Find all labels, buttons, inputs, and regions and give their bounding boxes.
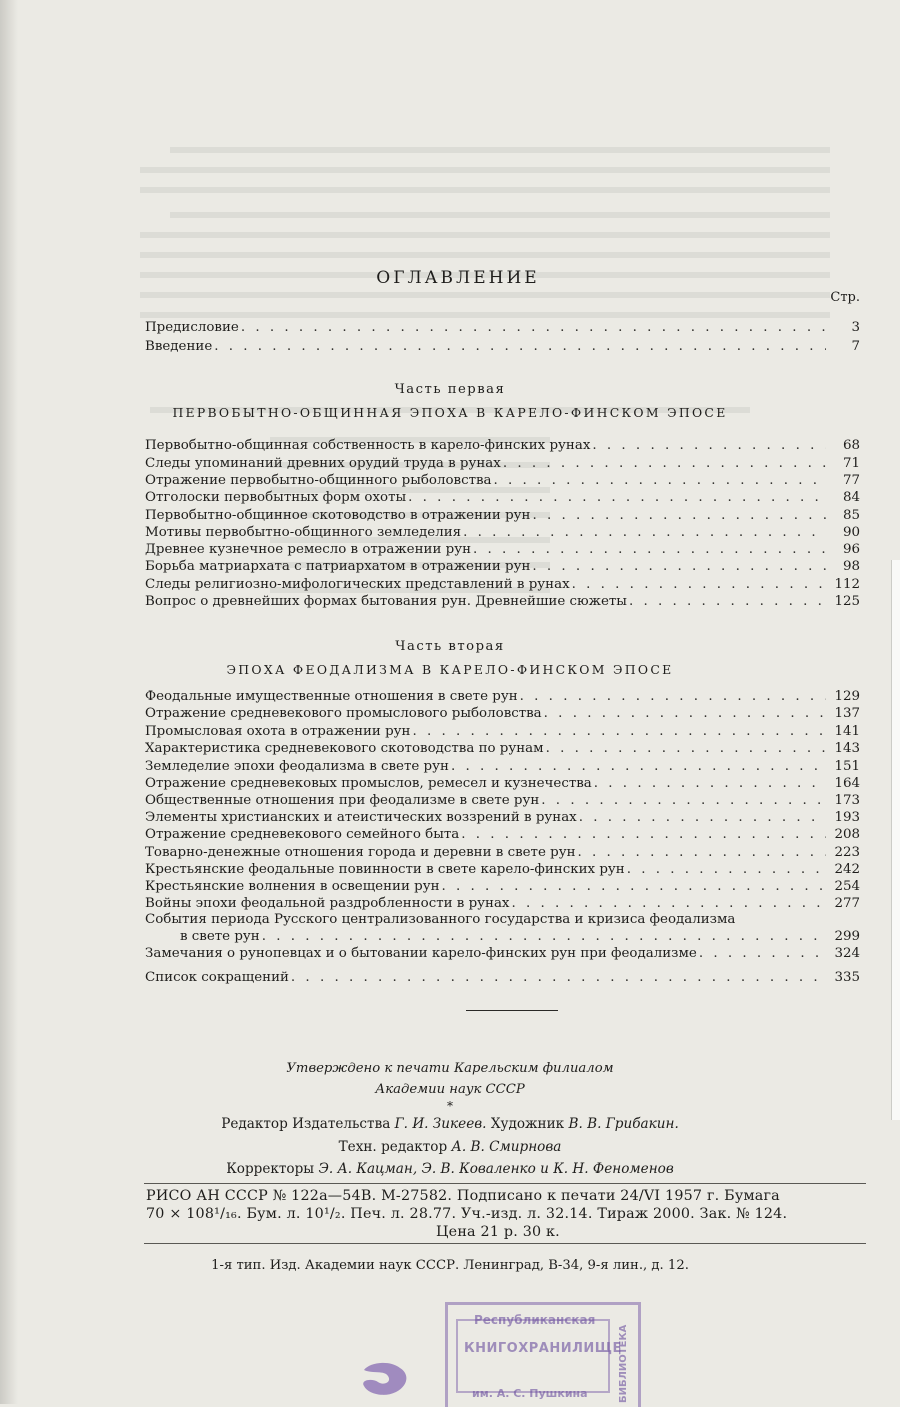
toc-entry-page: 242 xyxy=(834,862,860,877)
leader-dots xyxy=(542,706,826,721)
leader-dots xyxy=(627,594,826,609)
leader-dots xyxy=(509,896,826,911)
leader-dots xyxy=(518,689,826,704)
stamp-side-text: БИБЛИОТЕКА xyxy=(618,1324,629,1403)
toc-entry-title: Войны эпохи феодальной раздробленности в рунах xyxy=(145,896,510,911)
toc-entry[interactable] xyxy=(145,741,860,758)
toc-entry-page: 151 xyxy=(834,759,860,774)
proofreaders-label: Корректоры xyxy=(226,1161,315,1177)
approval-line1: Утверждено к печати Карельским филиалом xyxy=(286,1061,614,1076)
toc-entry-title: Крестьянские феодальные повинности в свете карело-финских рун xyxy=(145,862,625,877)
toc-entry-page: 173 xyxy=(834,793,860,808)
editor-name: Г. И. Зикеев. xyxy=(394,1116,487,1132)
leader-dots xyxy=(492,473,826,488)
stamp-inner-frame xyxy=(456,1319,610,1393)
toc-entry-title: Товарно-денежные отношения города и деревни в свете рун xyxy=(145,845,576,860)
toc-entry[interactable] xyxy=(145,970,860,987)
toc-entry-page: 68 xyxy=(842,438,860,453)
part1-label: Часть первая xyxy=(394,382,506,397)
tech-editor-label: Техн. редактор xyxy=(338,1139,448,1155)
toc-entry-title: Отголоски первобытных форм охоты xyxy=(145,490,407,505)
colophon xyxy=(146,1187,866,1241)
leader-dots xyxy=(577,810,826,825)
proofreaders-names: Э. А. Кацман, Э. В. Коваленко и К. Н. Феноменов xyxy=(318,1161,674,1177)
toc-entry[interactable] xyxy=(145,793,860,810)
toc-entry[interactable] xyxy=(145,508,860,525)
toc-entry-title: Общественные отношения при феодализме в свете рун xyxy=(145,793,540,808)
toc-entry-title: Первобытно-общинное скотоводство в отражении рун xyxy=(145,508,531,523)
leader-dots xyxy=(570,577,826,592)
toc-entry[interactable] xyxy=(145,759,860,776)
toc-entry[interactable] xyxy=(145,559,860,576)
section-rule xyxy=(466,1010,558,1011)
toc-entry-title: Отражение средневекового семейного быта xyxy=(145,827,460,842)
leader-dots xyxy=(501,456,826,471)
imprint-star: * xyxy=(447,1099,453,1113)
toc-entry-page: 137 xyxy=(834,706,860,721)
colophon-line2: 70 × 108¹/₁₆. Бум. л. 10¹/₂. Печ. л. 28.77. Уч.-изд. л. 32.14. Тираж 2000. Зак. № 124. xyxy=(146,1206,788,1222)
leader-dots xyxy=(592,776,826,791)
proofreaders-line xyxy=(0,1161,900,1177)
part2-label: Часть вторая xyxy=(395,639,505,654)
toc-entry-title: Замечания о рунопевцах и о бытовании карело-финских рун при феодализме xyxy=(145,946,697,961)
toc-entry[interactable] xyxy=(145,339,860,356)
toc-entry[interactable] xyxy=(145,845,860,862)
toc-entry[interactable] xyxy=(145,827,860,844)
toc-entry[interactable] xyxy=(145,896,860,913)
toc-entry-page: 85 xyxy=(842,508,860,523)
toc-entry-title: Следы религиозно-мифологических представлений в рунах xyxy=(145,577,570,592)
toc-entry-page: 277 xyxy=(834,896,860,911)
toc-entry-title: Древнее кузнечное ремесло в отражении рун xyxy=(145,542,472,557)
toc-entry-page: 7 xyxy=(851,339,860,354)
toc-entry-page: 77 xyxy=(842,473,860,488)
toc-entry[interactable] xyxy=(145,456,860,473)
toc-entry[interactable] xyxy=(145,810,860,827)
toc-entry-page: 84 xyxy=(842,490,860,505)
toc-entry-title: События периода Русского централизованного государства и кризиса феодализма xyxy=(145,912,736,927)
toc-entry-title: Элементы христианских и атеистических воззрений в рунах xyxy=(145,810,577,825)
toc-entry-page: 143 xyxy=(834,741,860,756)
toc-entry[interactable] xyxy=(145,776,860,793)
toc-entry-page: 129 xyxy=(834,689,860,704)
artist-label: Художник xyxy=(490,1116,565,1132)
colophon-rule-top xyxy=(144,1183,866,1184)
toc-entry-page: 193 xyxy=(834,810,860,825)
toc-entry-title: Крестьянские волнения в освещении рун xyxy=(145,879,440,894)
toc-entry[interactable] xyxy=(145,594,860,611)
toc-entry-title: Отражение первобытно-общинного рыболовства xyxy=(145,473,492,488)
toc-entry-title: Земледелие эпохи феодализма в свете рун xyxy=(145,759,449,774)
leader-dots xyxy=(461,525,826,540)
stamp-line3: им. А. С. Пушкина xyxy=(472,1387,588,1400)
toc-entry[interactable] xyxy=(145,577,860,594)
toc-entry[interactable] xyxy=(145,438,860,455)
toc-entry-title: Характеристика средневекового скотоводства по рунам xyxy=(145,741,544,756)
printer-line: 1-я тип. Изд. Академии наук СССР. Ленинград, В-34, 9-я лин., д. 12. xyxy=(211,1258,689,1273)
leader-dots xyxy=(289,970,826,985)
toc-entry[interactable] xyxy=(145,946,860,963)
leader-dots xyxy=(625,862,826,877)
toc-entry-title: Следы упоминаний древних орудий труда в рунах xyxy=(145,456,501,471)
toc-entry[interactable] xyxy=(145,490,860,507)
toc-entry-page: 71 xyxy=(842,456,860,471)
toc-entry-page: 90 xyxy=(842,525,860,540)
tech-editor-name: А. В. Смирнова xyxy=(451,1139,562,1155)
toc-entry[interactable] xyxy=(145,542,860,559)
page-column-label: Стр. xyxy=(830,290,860,305)
toc-entry-long-line2[interactable] xyxy=(145,929,860,946)
leader-dots xyxy=(471,542,826,557)
toc-entry-page: 299 xyxy=(834,929,860,944)
toc-entry[interactable] xyxy=(145,525,860,542)
toc-entry-title: Промысловая охота в отражении рун xyxy=(145,724,411,739)
toc-entry[interactable] xyxy=(145,879,860,896)
toc-entry-title: Список сокращений xyxy=(145,970,289,985)
toc-entry-page: 3 xyxy=(851,320,860,335)
toc-entry-title: Феодальные имущественные отношения в свете рун xyxy=(145,689,518,704)
ink-blot xyxy=(356,1360,414,1398)
toc-entry-page: 96 xyxy=(842,542,860,557)
leader-dots xyxy=(410,724,826,739)
leader-dots xyxy=(260,929,826,944)
toc-entry-page: 324 xyxy=(834,946,860,961)
part2-title: ЭПОХА ФЕОДАЛИЗМА В КАРЕЛО-ФИНСКОМ ЭПОСЕ xyxy=(226,662,674,677)
stamp-line1: Республиканская xyxy=(474,1313,596,1327)
editor-label: Редактор Издательства xyxy=(221,1116,391,1132)
leader-dots xyxy=(576,845,827,860)
leader-dots xyxy=(530,559,826,574)
toc-entry-title: Отражение средневековых промыслов, ремесел и кузнечества xyxy=(145,776,592,791)
approval-line2: Академии наук СССР xyxy=(375,1082,525,1097)
toc-entry-page: 112 xyxy=(834,577,860,592)
toc-entry-page: 98 xyxy=(842,559,860,574)
toc-entry-title: Предисловие xyxy=(145,320,239,335)
leader-dots xyxy=(459,827,826,842)
leader-dots xyxy=(212,339,826,354)
colophon-rule-bottom xyxy=(144,1243,866,1244)
toc-entry-title: Введение xyxy=(145,339,213,354)
toc-entry-page: 223 xyxy=(834,845,860,860)
leader-dots xyxy=(449,759,826,774)
toc-entry-long-line1[interactable] xyxy=(145,912,860,929)
toc-entry-page: 254 xyxy=(834,879,860,894)
part1-title: ПЕРВОБЫТНО-ОБЩИННАЯ ЭПОХА В КАРЕЛО-ФИНСКОМ ЭПОСЕ xyxy=(172,405,728,420)
toc-entry[interactable] xyxy=(145,862,860,879)
tech-editor-line xyxy=(0,1139,900,1155)
leader-dots xyxy=(697,946,826,961)
toc-entry-page: 208 xyxy=(834,827,860,842)
leader-dots xyxy=(406,490,826,505)
contents-title: ОГЛАВЛЕНИЕ xyxy=(376,268,540,288)
toc-entry-title: Вопрос о древнейших формах бытования рун. Древнейшие сюжеты xyxy=(145,594,627,609)
leader-dots xyxy=(530,508,826,523)
leader-dots xyxy=(544,741,826,756)
library-stamp xyxy=(445,1302,641,1407)
toc-entry-page: 141 xyxy=(834,724,860,739)
colophon-line1: РИСО АН СССР № 122а—54В. М-27582. Подписано к печати 24/VI 1957 г. Бумага xyxy=(146,1188,780,1204)
toc-entry-title: Борьба матриархата с патриархатом в отражении рун xyxy=(145,559,531,574)
toc-entry-page: 125 xyxy=(834,594,860,609)
toc-entry-page: 164 xyxy=(834,776,860,791)
editor-line xyxy=(0,1116,900,1132)
toc-entry[interactable] xyxy=(145,724,860,741)
toc-entry-title: Первобытно-общинная собственность в карело-финских рунах xyxy=(145,438,591,453)
leader-dots xyxy=(539,793,826,808)
toc-entry-title-cont: в свете рун xyxy=(180,929,260,944)
toc-entry-page: 335 xyxy=(834,970,860,985)
toc-entry[interactable] xyxy=(145,473,860,490)
leader-dots xyxy=(590,438,826,453)
toc-entry[interactable] xyxy=(145,689,860,706)
toc-entry-title: Отражение средневекового промыслового рыболовства xyxy=(145,706,542,721)
artist-name: В. В. Грибакин. xyxy=(568,1116,679,1132)
stamp-line2: КНИГОХРАНИЛИЩЕ xyxy=(464,1341,622,1356)
toc-entry[interactable] xyxy=(145,320,860,337)
leader-dots xyxy=(239,320,826,335)
toc-entry-title: Мотивы первобытно-общинного земледелия xyxy=(145,525,462,540)
toc-entry[interactable] xyxy=(145,706,860,723)
leader-dots xyxy=(440,879,826,894)
page-edge-shadow xyxy=(0,0,18,1404)
colophon-line3: Цена 21 р. 30 к. xyxy=(436,1224,560,1240)
